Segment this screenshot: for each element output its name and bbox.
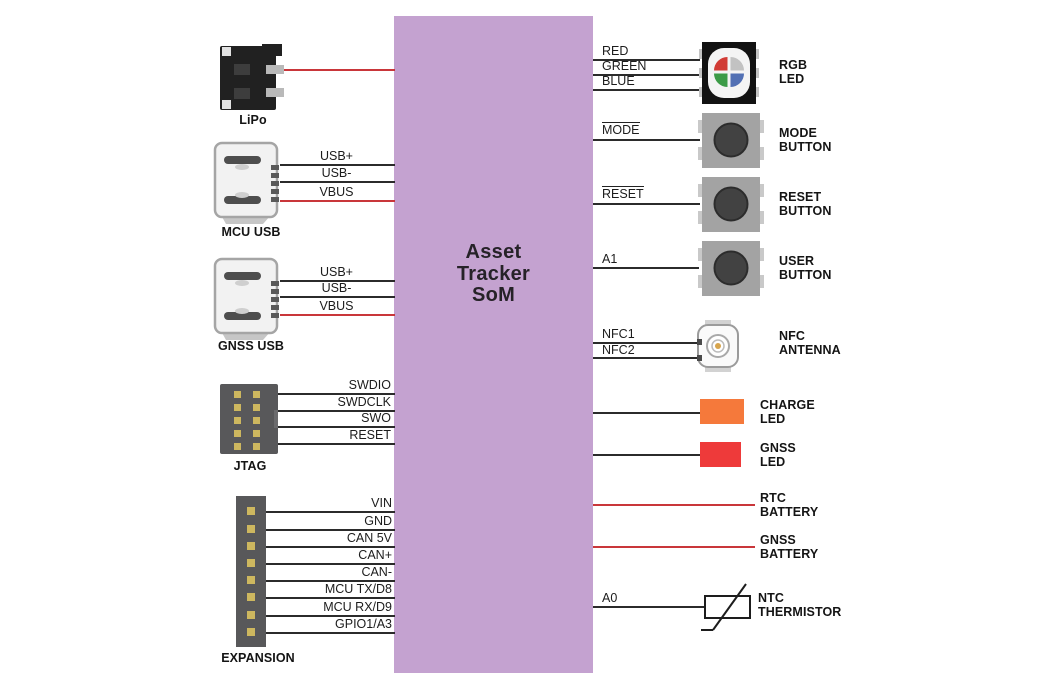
wire-mcu-vbus: [280, 200, 395, 202]
wire-reset: [593, 203, 700, 205]
wire-mcu-tx: [264, 597, 395, 599]
reset-button-icon: [698, 177, 764, 232]
wire-vin: [264, 511, 395, 513]
mode-button-icon: [698, 113, 764, 168]
wire-lipo: [283, 69, 395, 71]
rtc-battery-label: RTC BATTERY: [760, 491, 819, 519]
mcu-usb-connector-icon: [213, 141, 285, 225]
wire-gpio1: [264, 632, 395, 634]
charge-led-label: CHARGE LED: [760, 398, 815, 426]
wire-jtag-reset: [277, 443, 395, 445]
wire-mode: [593, 139, 700, 141]
wire-a1: [593, 267, 699, 269]
wire-mcu-usb-minus: [280, 181, 395, 183]
mcu-usb-label: MCU USB: [221, 225, 281, 239]
rgb-led-label: RGB LED: [779, 58, 808, 86]
rgb-led-icon: [699, 41, 759, 105]
expansion-label: EXPANSION: [221, 651, 295, 665]
ntc-thermistor-label: NTC THERMISTOR: [758, 591, 842, 619]
signal-jtag-reset: RESET: [349, 428, 391, 442]
signal-can-plus: CAN+: [358, 548, 392, 562]
wire-blue: [593, 89, 700, 91]
signal-a0: A0: [602, 591, 618, 605]
signal-mode: MODE: [602, 123, 640, 137]
wire-gnss-vbus: [280, 314, 395, 316]
signal-gpio1: GPIO1/A3: [335, 617, 392, 631]
signal-gnss-usb-plus: USB+: [319, 265, 353, 279]
gnss-led-label: GNSS LED: [760, 441, 796, 469]
som-title: Asset Tracker SoM: [456, 241, 531, 306]
signal-mcu-usb-plus: USB+: [319, 149, 353, 163]
wire-rtc-battery: [593, 504, 755, 506]
expansion-header-icon: [236, 496, 266, 647]
signal-gnd: GND: [364, 514, 392, 528]
signal-swdio: SWDIO: [348, 378, 391, 392]
lipo-label: LiPo: [239, 113, 267, 127]
signal-blue: BLUE: [602, 74, 635, 88]
signal-can-minus: CAN-: [361, 565, 392, 579]
signal-swo: SWO: [361, 411, 391, 425]
signal-mcu-vbus: VBUS: [319, 185, 354, 199]
reset-button-label: RESET BUTTON: [779, 190, 832, 218]
signal-gnss-usb-minus: USB-: [321, 281, 352, 295]
jtag-header-icon: [220, 384, 282, 454]
gnss-battery-label: GNSS BATTERY: [760, 533, 819, 561]
wire-gnss-led: [593, 454, 700, 456]
signal-nfc1: NFC1: [602, 327, 635, 341]
mode-button-label: MODE BUTTON: [779, 126, 832, 154]
signal-vin: VIN: [371, 496, 392, 510]
nfc-antenna-label: NFC ANTENNA: [779, 329, 841, 357]
signal-mcu-usb-minus: USB-: [321, 166, 352, 180]
signal-mcu-rx: MCU RX/D9: [323, 600, 392, 614]
ntc-thermistor-symbol: [696, 577, 760, 635]
user-button-label: USER BUTTON: [779, 254, 832, 282]
signal-can5v: CAN 5V: [346, 531, 392, 545]
signal-mcu-tx: MCU TX/D8: [324, 582, 392, 596]
signal-gnss-vbus: VBUS: [319, 299, 354, 313]
wire-gnss-battery: [593, 546, 755, 548]
nfc-antenna-icon: [697, 320, 739, 372]
signal-green: GREEN: [602, 59, 647, 73]
gnss-usb-connector-icon: [213, 257, 285, 341]
som-block: [394, 16, 593, 673]
user-button-icon: [698, 241, 764, 296]
signal-a1: A1: [602, 252, 618, 266]
jtag-label: JTAG: [233, 459, 267, 473]
wire-a0: [593, 606, 704, 608]
signal-red: RED: [602, 44, 629, 58]
gnss-usb-label: GNSS USB: [217, 339, 285, 353]
wire-gnss-usb-minus: [280, 296, 395, 298]
charge-led-icon: [700, 399, 744, 424]
lipo-connector-icon: [218, 42, 288, 114]
wire-charge-led: [593, 412, 700, 414]
signal-reset: RESET: [602, 187, 644, 201]
gnss-led-icon: [700, 442, 741, 467]
signal-swdclk: SWDCLK: [337, 395, 391, 409]
signal-nfc2: NFC2: [602, 343, 635, 357]
